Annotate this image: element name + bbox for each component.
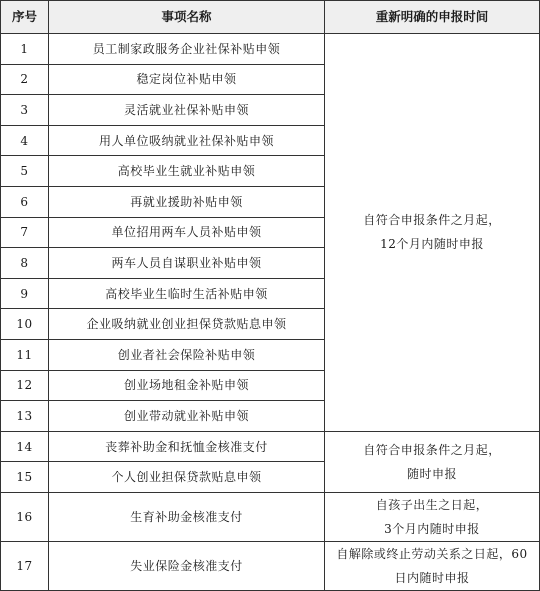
row-num: 7 (1, 217, 49, 248)
row-num: 5 (1, 156, 49, 187)
row-num: 17 (1, 541, 49, 590)
row-name: 稳定岗位补贴申领 (49, 64, 325, 95)
row-num: 12 (1, 370, 49, 401)
time-line: 3个月内随时申报 (384, 521, 480, 536)
row-num: 2 (1, 64, 49, 95)
table-row (1, 492, 540, 541)
row-num: 15 (1, 462, 49, 493)
time-group-3 (325, 492, 540, 541)
time-line: 12个月内随时申报 (380, 237, 484, 252)
row-name: 失业保险金核准支付 (49, 541, 325, 590)
time-group-1 (325, 34, 540, 432)
row-name: 创业者社会保险补贴申领 (49, 339, 325, 370)
row-num: 11 (1, 339, 49, 370)
row-name: 个人创业担保贷款贴息申领 (49, 462, 325, 493)
row-name: 企业吸纳就业创业担保贷款贴息申领 (49, 309, 325, 340)
header-num: 序号 (1, 1, 49, 34)
row-name: 再就业援助补贴申领 (49, 186, 325, 217)
time-line: 随时申报 (406, 466, 457, 481)
row-num: 3 (1, 95, 49, 126)
row-num: 4 (1, 125, 49, 156)
row-name: 创业场地租金补贴申领 (49, 370, 325, 401)
row-num: 16 (1, 492, 49, 541)
time-group-4 (325, 541, 540, 590)
time-group-2 (325, 431, 540, 492)
table-row (1, 34, 540, 65)
row-num: 14 (1, 431, 49, 462)
time-line: 自符合申报条件之月起， (363, 442, 501, 457)
row-name: 创业带动就业补贴申领 (49, 401, 325, 432)
time-line: 自解除或终止劳动关系之日起，60 (336, 546, 528, 561)
row-num: 13 (1, 401, 49, 432)
table-header-row (1, 1, 540, 34)
row-name: 生育补助金核准支付 (49, 492, 325, 541)
row-name: 员工制家政服务企业社保补贴申领 (49, 34, 325, 65)
time-line: 日内随时申报 (394, 570, 470, 585)
table-row (1, 541, 540, 590)
row-num: 10 (1, 309, 49, 340)
row-name: 单位招用两车人员补贴申领 (49, 217, 325, 248)
row-name: 高校毕业生临时生活补贴申领 (49, 278, 325, 309)
row-name: 用人单位吸纳就业社保补贴申领 (49, 125, 325, 156)
row-num: 9 (1, 278, 49, 309)
row-num: 1 (1, 34, 49, 65)
header-time: 重新明确的申报时间 (325, 1, 540, 34)
time-line: 自孩子出生之日起， (375, 497, 489, 512)
row-num: 6 (1, 186, 49, 217)
table-row (1, 431, 540, 462)
time-line: 自符合申报条件之月起， (363, 213, 501, 228)
row-name: 灵活就业社保补贴申领 (49, 95, 325, 126)
row-num: 8 (1, 248, 49, 279)
row-name: 两车人员自谋职业补贴申领 (49, 248, 325, 279)
header-name: 事项名称 (49, 1, 325, 34)
row-name: 高校毕业生就业补贴申领 (49, 156, 325, 187)
row-name: 丧葬补助金和抚恤金核准支付 (49, 431, 325, 462)
